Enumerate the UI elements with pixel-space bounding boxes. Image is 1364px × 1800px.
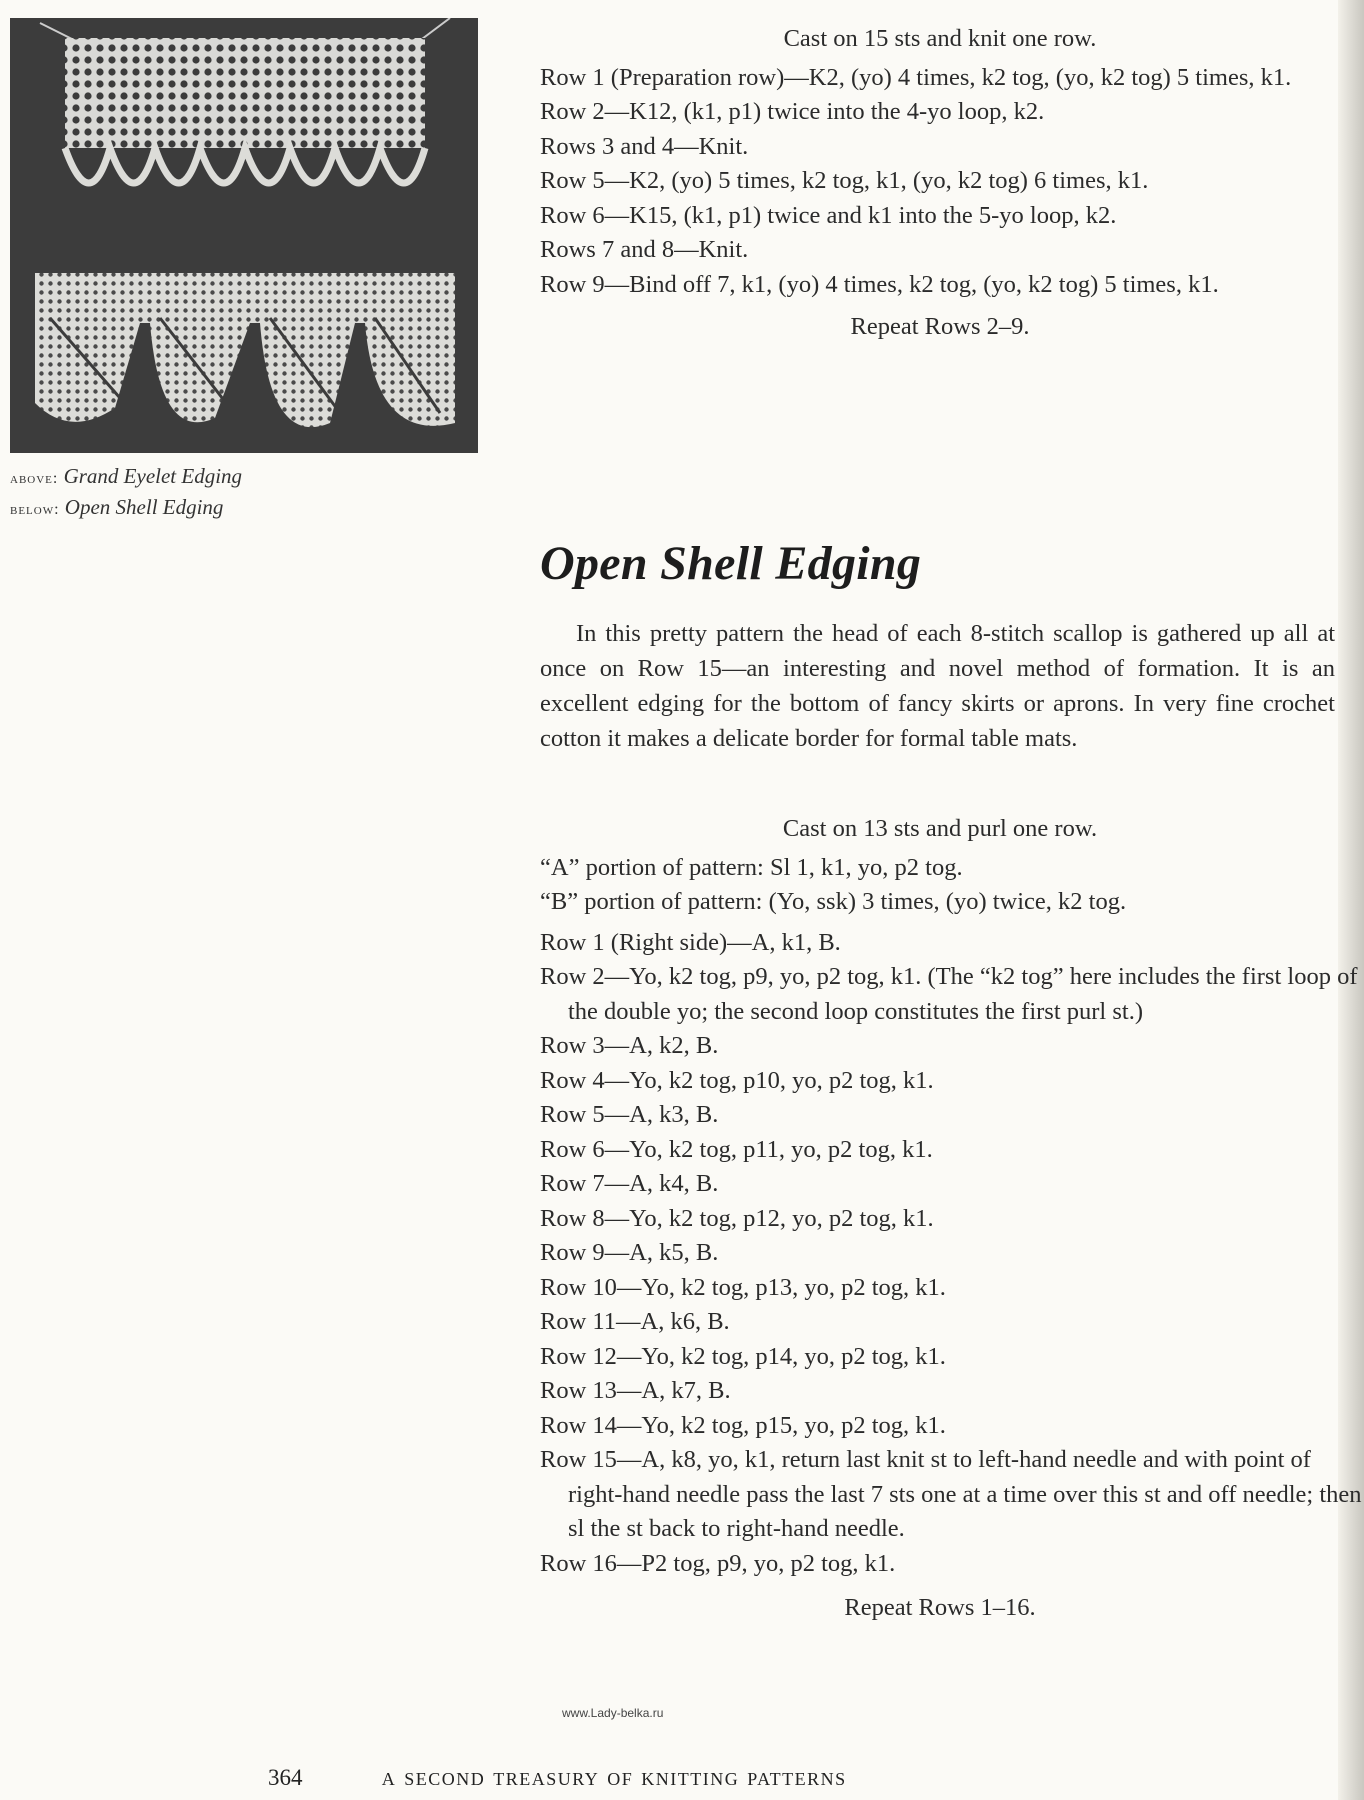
cast-on-line: Cast on 13 sts and purl one row. bbox=[782, 815, 1098, 842]
repeat-line: Repeat Rows 2–9. bbox=[850, 313, 1030, 340]
caption-below-name: Open Shell Edging bbox=[64, 495, 224, 519]
portion-b: “B” portion of pattern: (Yo, ssk) 3 times, (yo) twice, k2 tog. bbox=[540, 888, 1127, 915]
section-heading: Open Shell Edging bbox=[540, 537, 922, 590]
knitted-samples-photo bbox=[10, 18, 478, 453]
instruction-row: Row 2—K12, (k1, p1) twice into the 4-yo loop, k2. bbox=[540, 98, 1045, 125]
instruction-row: Row 1 (Preparation row)—K2, (yo) 4 times, k2 tog, (yo, k2 tog) 5 times, k1. bbox=[540, 63, 1292, 91]
book-title: a second treasury of knitting patterns bbox=[381, 1762, 847, 1791]
instruction-row: Row 6—K15, (k1, p1) twice and k1 into the 5-yo loop, k2. bbox=[540, 201, 1117, 229]
page-number: 364 bbox=[268, 1765, 303, 1790]
instruction-row: Rows 7 and 8—Knit. bbox=[540, 236, 749, 263]
instruction-row: Row 4—Yo, k2 tog, p10, yo, p2 tog, k1. bbox=[540, 1066, 934, 1094]
portion-a: “A” portion of pattern: Sl 1, k1, yo, p2 tog. bbox=[540, 853, 963, 881]
instruction-row: Row 12—Yo, k2 tog, p14, yo, p2 tog, k1. bbox=[540, 1342, 946, 1370]
instruction-row: Row 2—Yo, k2 tog, p9, yo, p2 tog, k1. (The “k2 tog” here includes the first loop of the double yo; the second loop constitutes the first purl st.) bbox=[540, 963, 1358, 1025]
instruction-row: Row 15—A, k8, yo, k1, return last knit st to left-hand needle and with point of right-hand needle pass the last 7 sts one at a time over this st and off needle; then sl the st back to right-hand needle. bbox=[540, 1446, 1362, 1542]
repeat-line: Repeat Rows 1–16. bbox=[844, 1594, 1036, 1621]
open-shell-instructions bbox=[540, 812, 1362, 1626]
cast-on-line: Cast on 15 sts and knit one row. bbox=[783, 25, 1097, 52]
instruction-row: Row 5—A, k3, B. bbox=[540, 1101, 719, 1128]
instruction-row: Row 9—Bind off 7, k1, (yo) 4 times, k2 tog, (yo, k2 tog) 5 times, k1. bbox=[540, 270, 1219, 298]
intro-paragraph: In this pretty pattern the head of each 8-stitch scallop is gathered up all at once on Row 15—an interesting and novel method of formation. It is an excellent edging for the bottom of fancy skirts or aprons. In very fine crochet cotton it makes a delicate border for formal table mats. bbox=[540, 620, 1335, 752]
watermark-link[interactable]: www.Lady-belka.ru bbox=[562, 1706, 664, 1720]
instruction-row: Row 11—A, k6, B. bbox=[540, 1308, 730, 1335]
photo-caption bbox=[10, 462, 430, 524]
instruction-row: Row 6—Yo, k2 tog, p11, yo, p2 tog, k1. bbox=[540, 1135, 933, 1163]
caption-above-name: Grand Eyelet Edging bbox=[63, 464, 243, 488]
instruction-row: Row 16—P2 tog, p9, yo, p2 tog, k1. bbox=[540, 1549, 896, 1577]
instruction-row: Row 13—A, k7, B. bbox=[540, 1377, 731, 1404]
instruction-row: Row 3—A, k2, B. bbox=[540, 1032, 719, 1059]
instruction-row: Row 5—K2, (yo) 5 times, k2 tog, k1, (yo, k2 tog) 6 times, k1. bbox=[540, 167, 1149, 194]
instruction-row: Row 10—Yo, k2 tog, p13, yo, p2 tog, k1. bbox=[540, 1273, 946, 1301]
caption-below-tag: below: bbox=[10, 501, 60, 518]
grand-eyelet-instructions bbox=[540, 22, 1340, 345]
instruction-row: Row 1 (Right side)—A, k1, B. bbox=[540, 928, 841, 956]
instruction-row: Row 14—Yo, k2 tog, p15, yo, p2 tog, k1. bbox=[540, 1411, 946, 1439]
instruction-row: Row 9—A, k5, B. bbox=[540, 1239, 719, 1266]
caption-above-tag: above: bbox=[10, 470, 59, 487]
page-footer bbox=[268, 1762, 1268, 1792]
instruction-row: Row 8—Yo, k2 tog, p12, yo, p2 tog, k1. bbox=[540, 1204, 934, 1232]
instruction-row: Rows 3 and 4—Knit. bbox=[540, 132, 749, 160]
instruction-row: Row 7—A, k4, B. bbox=[540, 1170, 719, 1197]
